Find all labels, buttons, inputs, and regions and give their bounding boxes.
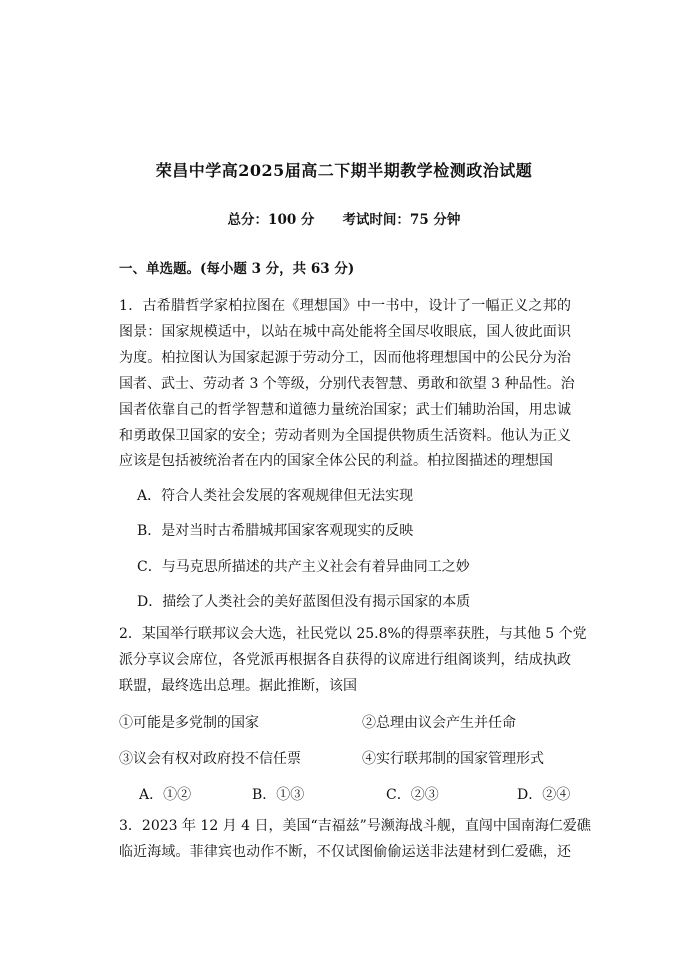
question-2-choice-d: D．②④ <box>517 787 571 803</box>
question-2-choice-c: C．②③ <box>386 787 439 803</box>
question-1-line: 和勇敢保卫国家的安全；劳动者则为全国提供物质生活资料。他认为正义 <box>119 427 571 444</box>
question-2-line: 2．某国举行联邦议会大选，社民党以 25.8%的得票率获胜，与其他 5 个党 <box>119 626 587 642</box>
question-2-statement-4: ④实行联邦制的国家管理形式 <box>362 751 544 767</box>
question-1-option-b: B．是对当时古希腊城邦国家客观现实的反映 <box>137 523 414 539</box>
question-1-line: 应该是包括被统治者在内的国家全体公民的利益。柏拉图描述的理想国 <box>119 453 553 470</box>
question-1-option-a: A．符合人类社会发展的客观规律但无法实现 <box>137 488 414 504</box>
exam-time: 考试时间：75 分钟 <box>342 212 461 228</box>
question-1-option-d: D．描绘了人类社会的美好蓝图但没有揭示国家的本质 <box>137 594 471 610</box>
section-heading: 一、单选题。(每小题 3 分，共 63 分) <box>119 261 355 277</box>
question-2-stem <box>119 622 587 700</box>
question-2-choice-b: B．①③ <box>252 787 305 803</box>
question-1-line: 国者依靠自己的哲学智慧和道德力量统治国家；武士们辅助治国，用忠诚 <box>119 401 571 418</box>
exam-title: 荣昌中学高2025届高二下期半期教学检测政治试题 <box>155 161 533 180</box>
question-2-line: 联盟，最终选出总理。据此推断，该国 <box>119 677 357 694</box>
question-2-line: 派分享议会席位，各党派再根据各自获得的议席进行组阁谈判，结成执政 <box>119 651 571 668</box>
question-2-statement-2: ②总理由议会产生并任命 <box>362 715 516 731</box>
question-1-stem <box>119 294 575 475</box>
question-1-option-c: C．与马克思所描述的共产主义社会有着异曲同工之妙 <box>137 559 470 575</box>
question-1-line: 图景：国家规模适中，以站在城中高处能将全国尽收眼底，国人彼此面识 <box>119 323 571 340</box>
question-1-line: 国者、武士、劳动者 3 个等级，分别代表智慧、勇敢和欲望 3 种品性。治 <box>119 375 575 392</box>
question-2-statement-1: ①可能是多党制的国家 <box>119 715 259 731</box>
exam-info <box>0 208 688 228</box>
total-score: 总分：100 分 <box>227 212 315 228</box>
question-3-line: 临近海域。菲律宾也动作不断，不仅试图偷偷运送非法建材到仁爱礁，还 <box>119 843 571 860</box>
question-1-line: 1．古希腊哲学家柏拉图在《理想国》中一书中，设计了一幅正义之邦的 <box>119 298 571 314</box>
question-3-line: 3．2023 年 12 月 4 日，美国“吉福兹”号濒海战斗舰，直闯中国南海仁爱礁 <box>119 818 591 834</box>
question-1-line: 为度。柏拉图认为国家起源于劳动分工，因而他将理想国中的公民分为治 <box>119 349 571 366</box>
question-2-choice-a: A．①② <box>139 787 192 803</box>
question-2-statement-3: ③议会有权对政府投不信任票 <box>119 751 301 767</box>
question-3-stem <box>119 814 591 866</box>
